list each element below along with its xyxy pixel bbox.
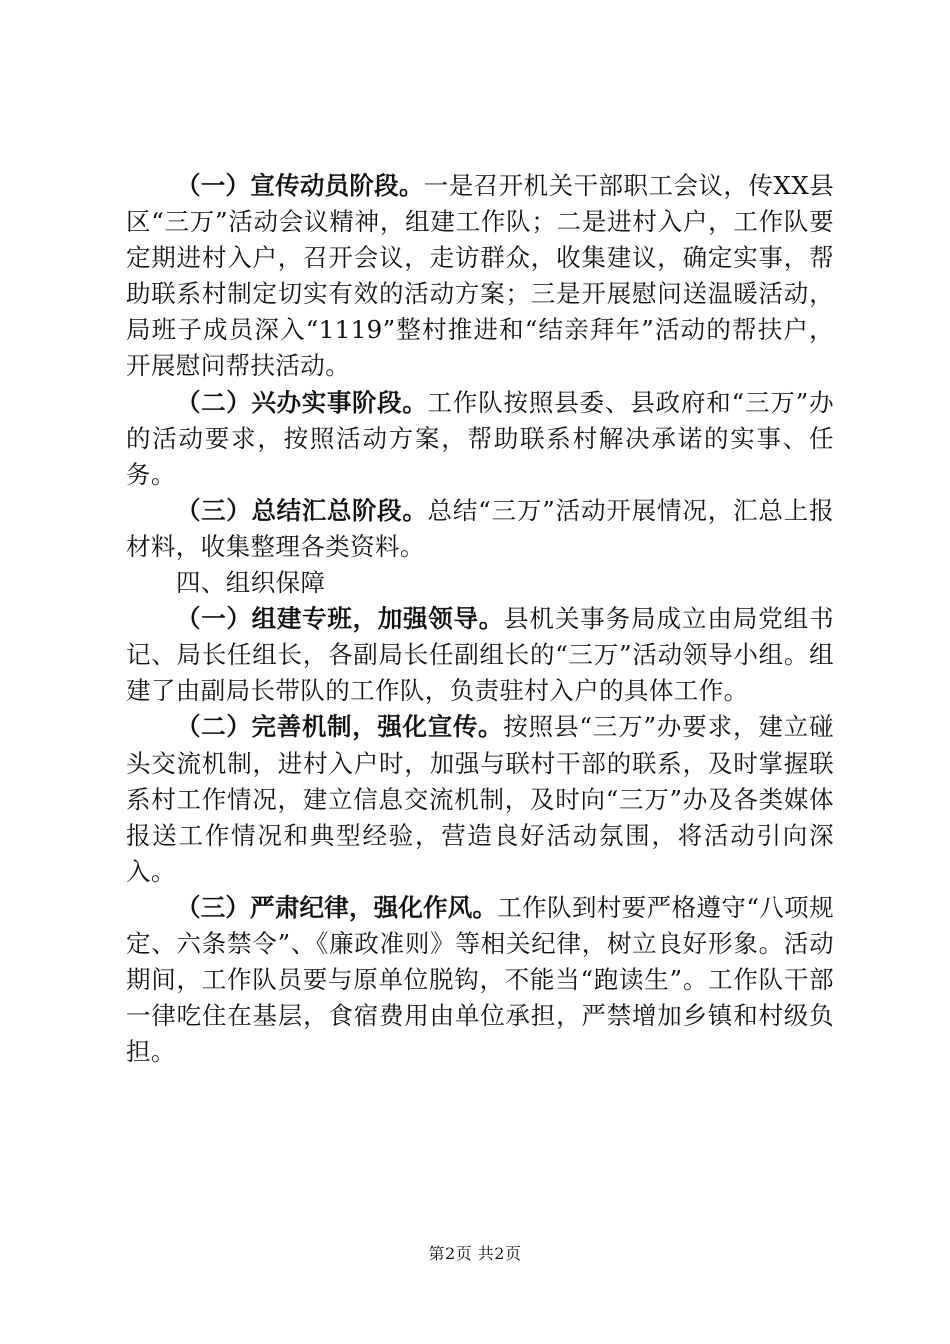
- paragraph-mechanism: [126, 709, 834, 889]
- paragraph-lead: （一）宣传动员阶段。: [176, 171, 424, 200]
- paragraph-publicity-stage: [126, 168, 834, 385]
- paragraph-text: 一是召开机关干部职工会议，传XX县区“三万”活动会议精神，组建工作队；二是进村入户，工作队要定期进村入户，召开会议，走访群众，收集建议，确定实事，帮助联系村制定切实有效的活动方案；三是开展慰问送温暖活动，局班子成员深入“1119”整村推进和“结亲拜年”活动的帮扶户，开展慰问帮扶活动。: [126, 171, 835, 381]
- paragraph-text: 总结“三万”活动开展情况，汇总上报材料，收集整理各类资料。: [126, 495, 834, 561]
- paragraph-text: 工作队到村要严格遵守“八项规定、六条禁令”、《廉政准则》等相关纪律，树立良好形象。活动期间，工作队员要与原单位脱钩，不能当“跑读生”。工作队干部一律吃住在基层，食宿费用由单位承担，严禁增加乡镇和村级负担。: [126, 892, 834, 1067]
- paragraph-text: 县机关事务局成立由局党组书记、局长任组长，各副局长任副组长的“三万”活动领导小组。组建了由副局长带队的工作队，负责驻村入户的具体工作。: [126, 604, 834, 706]
- paragraph-lead: （三）严肃纪律，强化作风。: [176, 892, 498, 922]
- document-body: [126, 168, 834, 1070]
- paragraph-text: 工作队按照县委、县政府和“三万”办的活动要求，按照活动方案，帮助联系村解决承诺的实事、任务。: [126, 387, 834, 489]
- paragraph-practical-stage: [126, 385, 834, 493]
- page-number-footer: 第2页 共2页: [428, 1244, 522, 1263]
- paragraph-summary-stage: [126, 493, 834, 565]
- paragraph-lead: （三）总结汇总阶段。: [176, 495, 428, 525]
- paragraph-text: 按照县“三万”办要求，建立碰头交流机制，进村入户时，加强与联村干部的联系，及时掌握联系村工作情况，建立信息交流机制，及时向“三万”办及各类媒体报送工作情况和典型经验，营造良好活动氛围，将活动引向深入。: [126, 712, 834, 886]
- section-heading: 四、组织保障: [176, 568, 326, 598]
- paragraph-discipline: [126, 890, 834, 1070]
- paragraph-leadership: [126, 601, 834, 709]
- paragraph-lead: （一）组建专班，加强领导。: [176, 604, 504, 634]
- paragraph-lead: （二）完善机制，强化宣传。: [176, 712, 504, 742]
- paragraph-lead: （二）兴办实事阶段。: [176, 387, 428, 417]
